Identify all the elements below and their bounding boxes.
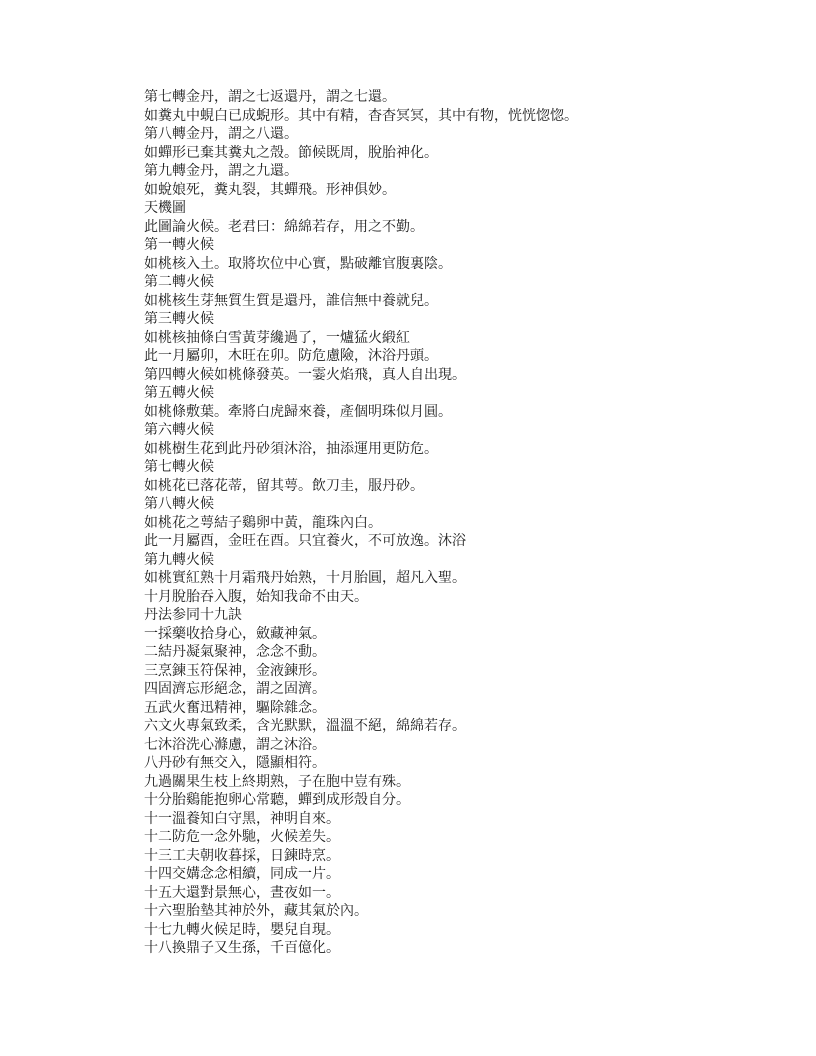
text-line: 第九轉火候 (144, 552, 214, 568)
text-line: 如桃樹生花到此丹砂須沐浴，抽添運用更防危。 (144, 441, 438, 457)
text-line: 第九轉金丹，謂之九還。 (144, 164, 298, 179)
text-line: 十四交媾念念相續，同成一片。 (144, 867, 340, 882)
text-line: 十八換鼎子又生孫，千百億化。 (144, 941, 340, 956)
text-line: 如蛻娘死，糞丸裂，其蟬飛。形神俱妙。 (144, 182, 396, 198)
text-line: 如桃核抽條白雪黃芽纔過了，一爐猛火緞紅 (144, 330, 410, 346)
text-line: 第八轉火候 (144, 497, 214, 512)
text-line: 第五轉火候 (144, 386, 214, 401)
text-line: 十七九轉火候足時，嬰兒自現。 (144, 922, 340, 938)
text-line: 三烹鍊玉符保神，金液鍊形。 (144, 663, 326, 679)
text-line: 五武火奮迅精神，驅除雜念。 (144, 700, 326, 716)
text-line: 二結丹凝氣聚神，念念不動。 (144, 645, 326, 660)
text-line: 六文火專氣致柔，含光默默，溫溫不絕，綿綿若存。 (144, 719, 466, 734)
text-line: 第八轉金丹，謂之八還。 (144, 127, 298, 142)
text-line: 丹法参同十九訣 (144, 608, 242, 623)
text-line: 四固濟忘形絕念，謂之固濟。 (144, 682, 326, 697)
text-line: 天機圖 (144, 201, 186, 216)
text-line: 如桃核生芽無質生質是還丹，誰信無中養就兒。 (144, 293, 438, 309)
text-line: 第一轉火候 (144, 238, 214, 253)
text-line: 如桃花之萼結子鷄卵中黃，龍珠內白。 (144, 515, 382, 531)
text-line: 此圖論火候。老君曰：綿綿若存，用之不勤。 (144, 219, 424, 235)
text-line: 第七轉火候 (144, 460, 214, 475)
text-line: 第六轉火候 (144, 423, 214, 438)
text-block (144, 89, 704, 959)
text-line: 如桃核入土。取將坎位中心實，點破離官腹裏陰。 (144, 256, 452, 272)
text-line: 如桃花已落花蒂，留其萼。飲刀圭，服丹砂。 (144, 478, 424, 494)
text-line: 七沐浴洗心滌慮，謂之沐浴。 (144, 737, 326, 753)
text-line: 第三轉火候 (144, 312, 214, 327)
text-line: 第四轉火候如桃條發英。一霎火焰飛，真人自出現。 (144, 367, 466, 383)
text-line: 十六聖胎墊其神於外，藏其氣於內。 (144, 904, 368, 919)
text-line: 如糞丸中蜆白已成蜺形。其中有精，杳杳冥冥，其中有物，恍恍惚惚。 (144, 108, 578, 124)
text-line: 十三工夫朝收暮採，日鍊時烹。 (144, 848, 340, 864)
text-line: 十五大還對景無心，晝夜如一。 (144, 885, 340, 901)
text-line: 如蟬形已棄其糞丸之殼。節候既周，脫胎神化。 (144, 145, 438, 161)
text-line: 十二防危一念外馳，火候差失。 (144, 830, 340, 845)
text-line: 如桃實紅熟十月霜飛丹始熟，十月胎圓，超凡入聖。 (144, 571, 466, 586)
text-line: 十一溫養知白守黑，神明自來。 (144, 811, 340, 827)
text-line: 第七轉金丹，謂之七返還丹，謂之七還。 (144, 90, 396, 105)
text-line: 九過關果生枝上終期熟，子在胞中豈有殊。 (144, 774, 410, 790)
text-line: 第二轉火候 (144, 275, 214, 290)
text-line: 此一月屬酉，金旺在酉。只宜養火，不可放逸。沐浴 (144, 534, 466, 549)
text-line: 一採藥收拾身心，斂藏神氣。 (144, 626, 326, 642)
text-line: 如桃條敷葉。牽將白虎歸來養，產個明珠似月圓。 (144, 404, 452, 420)
text-line: 八丹砂有無交入，隱顯相符。 (144, 756, 326, 771)
text-line: 十月脫胎吞入腹，始知我命不由天。 (144, 589, 368, 605)
text-line: 此一月屬卯，木旺在卯。防危慮險，沐浴丹頭。 (144, 349, 438, 364)
text-line: 十分胎鷄能抱卵心常聽，蟬到成形殼自分。 (144, 793, 410, 808)
